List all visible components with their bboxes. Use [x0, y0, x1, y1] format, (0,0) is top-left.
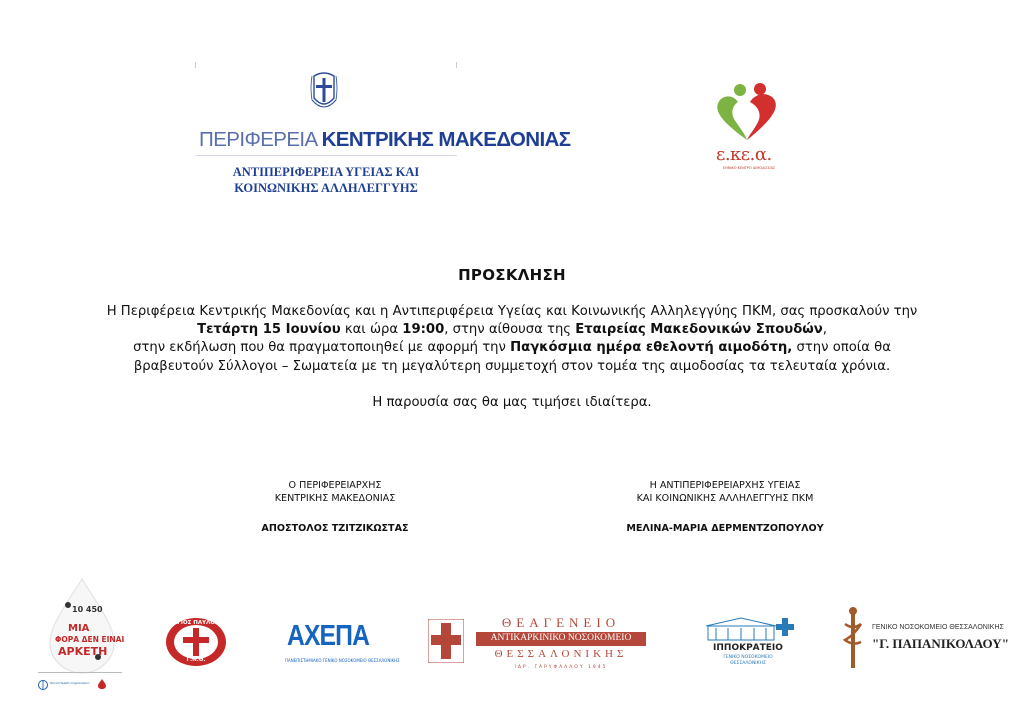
agios-subtitle: Γ.Ν.Θ.: [186, 657, 206, 663]
cloud-word: ΑΡΚΕΤΗ: [58, 645, 108, 658]
theageneio-title: ΘΕΑΓΕΝΕΙΟ: [501, 615, 621, 630]
greek-emblem-icon: [310, 70, 338, 114]
signature-role: ΚΑΙ ΚΟΙΝΩΝΙΚΗΣ ΑΛΛΗΛΕΓΓΥΗΣ ΠΚΜ: [636, 493, 814, 504]
signature-name: ΜΕΛΙΝΑ-ΜΑΡΙΑ ΔΕΡΜΕΝΤΖΟΠΟΥΛΟΥ: [626, 523, 824, 534]
ippokrateio-city: ΘΕΣΣΑΛΟΝΙΚΗΣ: [730, 661, 766, 666]
cloud-word: 10 450: [72, 605, 103, 614]
axepa-logo: [285, 618, 400, 672]
hospital-building-icon: [702, 616, 798, 642]
caduceus-icon: [840, 606, 866, 670]
papanikolaou-title: "Γ. ΠΑΠΑΝΙΚΟΛΑΟΥ": [872, 636, 1009, 651]
ippokrateio-subtitle: ΓΕΝΙΚΟ ΝΟΣΟΚΟΜΕΙΟ: [723, 655, 773, 660]
text-fragment: στην οποία θα: [792, 340, 891, 356]
ekea-logo: [712, 82, 782, 172]
signature-governor: [220, 479, 450, 535]
ekea-subtitle: ΕΘΝΙΚΟ ΚΕΝΤΡΟ ΑΙΜΟΔΟΣΙΑΣ: [722, 166, 776, 170]
text-fragment: και ώρα: [340, 322, 403, 338]
invitation-line4: βραβευτούν Σύλλογοι – Σωματεία με τη μεγαλύτερη συμμετοχή στον τομέα της αιμοδοσίας τα τελευταία χρόνια.: [133, 358, 891, 374]
region-name: [199, 128, 571, 152]
agios-text: ΑΓΙΟΣ ΠΑΥΛΟΣ: [173, 620, 219, 626]
signature-role: ΚΕΝΤΡΙΚΗΣ ΜΑΚΕΔΟΝΙΑΣ: [274, 493, 396, 504]
frame-corner: [195, 62, 196, 68]
papanikolaou-subtitle: ΓΕΝΙΚΟ ΝΟΣΟΚΟΜΕΙΟ ΘΕΣΣΑΛΟΝΙΚΗΣ: [872, 624, 1004, 631]
event-date: Τετάρτη 15 Ιουνίου: [197, 322, 341, 338]
text-fragment: , στην αίθουσα της: [444, 322, 576, 338]
region-name-bold: ΚΕΝΤΡΙΚΗΣ ΜΑΚΕΔΟΝΙΑΣ: [321, 128, 571, 151]
region-logo: [195, 62, 571, 202]
axepa-subtitle: ΠΑΝΕΠΙΣΤΗΜΙΑΚΟ ΓΕΝΙΚΟ ΝΟΣΟΚΟΜΕΙΟ ΘΕΣΣΑΛΟΝΙΚΗΣ: [285, 658, 400, 663]
deputy-region-line1: ΑΝΤΙΠΕΡΙΦΕΡΕΙΑ ΥΓΕΙΑΣ ΚΑΙ: [232, 165, 420, 179]
drop-icon: [98, 679, 106, 689]
theageneio-cross-icon: [428, 619, 464, 663]
text-fragment: στην εκδήλωση που θα πραγματοποιηθεί με αφορμή την: [133, 340, 511, 356]
ekea-text: ε.κε.α.: [716, 144, 772, 165]
theageneio-founded: ΙΔΡ. ΓΑΡΥΦΑΛΛΟΥ 1945: [514, 665, 608, 670]
closing-text: Η παρουσία σας θα μας τιμήσει ιδιαίτερα.: [372, 395, 652, 410]
theageneio-logo: [428, 615, 648, 675]
heart-people-icon: [712, 82, 782, 144]
agios-pavlos-logo: [165, 617, 227, 667]
theageneio-subtitle: ΑΝΤΙΚΑΡΚΙΝΙΚΟ ΝΟΣΟΚΟΜΕΙΟ: [490, 633, 632, 643]
event-venue: Εταιρείας Μακεδονικών Σπουδών: [575, 322, 823, 338]
cloud-word: ΦΟΡΑ ΔΕΝ ΕΙΝΑΙ: [55, 635, 125, 644]
who-icon: [38, 680, 48, 690]
page-title: ΠΡΟΣΚΛΗΣΗ: [458, 266, 566, 284]
who-text: World Health Organization: [50, 681, 90, 685]
signature-name: ΑΠΟΣΤΟΛΟΣ ΤΖΙΤΖΙΚΩΣΤΑΣ: [261, 523, 409, 534]
ippokrateio-title: ΙΠΠΟΚΡΑΤΕΙΟ: [713, 643, 783, 653]
region-name-light: ΠΕΡΙΦΕΡΕΙΑ: [199, 128, 317, 151]
text-fragment: ,: [822, 322, 827, 338]
signature-deputy-governor: [575, 479, 875, 535]
divider: [38, 672, 122, 673]
theageneio-city: ΘΕΣΣΑΛΟΝΙΚΗΣ: [494, 648, 628, 660]
frame-corner: [456, 62, 457, 68]
signature-role: Η ΑΝΤΙΠΕΡΙΦΕΡΕΙΑΡΧΗΣ ΥΓΕΙΑΣ: [649, 480, 801, 491]
papanikolaou-logo: [840, 606, 1009, 672]
divider: [195, 155, 457, 156]
ippokrateio-logo: [700, 616, 800, 670]
event-name: Παγκόσμια ημέρα εθελοντή αιμοδότη,: [510, 340, 793, 356]
invitation-text: [40, 303, 984, 376]
blood-donor-day-logo: [38, 575, 126, 693]
cloud-word: ΜΙΑ: [68, 623, 90, 634]
deputy-region-line2: ΚΟΙΝΩΝΙΚΗΣ ΑΛΛΗΛΕΓΓΥΗΣ: [234, 181, 418, 195]
signature-role: Ο ΠΕΡΙΦΕΡΕΙΑΡΧΗΣ: [288, 480, 382, 491]
axepa-text: ΑΧΕΠΑ: [287, 620, 370, 652]
event-time: 19:00: [402, 322, 445, 338]
invitation-line1: Η Περιφέρεια Κεντρικής Μακεδονίας και η Αντιπεριφέρεια Υγείας και Κοινωνικής Αλληλεγγύης ΠΚΜ, σας προσκαλούν την: [106, 304, 918, 319]
